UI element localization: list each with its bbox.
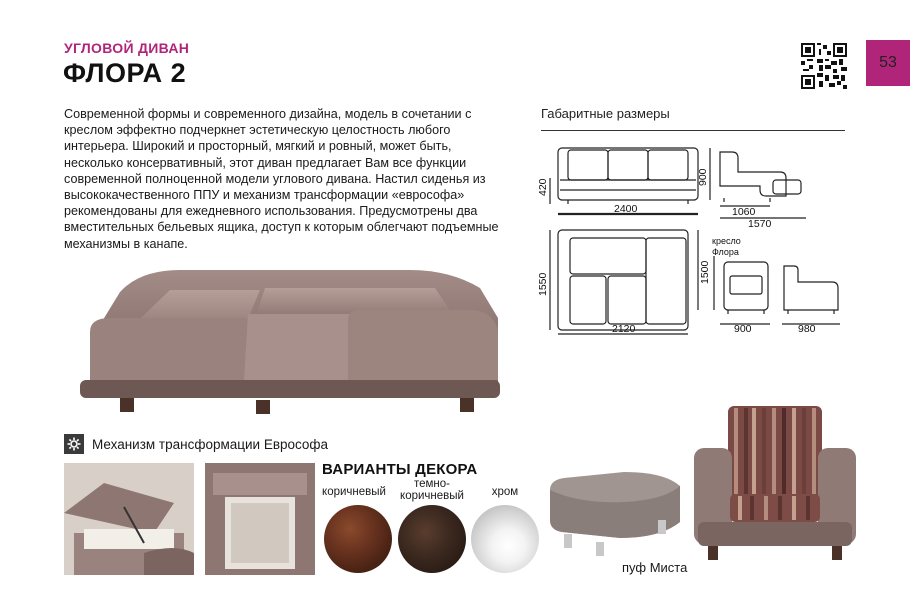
dim-armchair-width: 900 — [734, 323, 752, 335]
sofa-top-drawing — [558, 230, 688, 330]
storage-box-open-photo — [205, 463, 315, 575]
pouf-label: пуф Миста — [622, 560, 688, 575]
decor-label-brown: коричневый — [322, 486, 386, 498]
armchair-photo — [690, 402, 860, 572]
decor-swatch-chrome[interactable] — [471, 505, 539, 573]
sofa-side-drawing — [720, 152, 801, 202]
decor-swatch-brown[interactable] — [324, 505, 392, 573]
decor-label-dark-brown-line2: коричневый — [400, 490, 464, 502]
dim-front-width: 2400 — [614, 203, 638, 215]
decor-label-chrome: хром — [491, 486, 519, 498]
dim-armchair-depth: 980 — [798, 323, 816, 335]
dim-side-height: 900 — [697, 168, 709, 186]
armchair-side-drawing — [784, 266, 838, 314]
decor-label-dark-brown-line1: темно- — [413, 478, 451, 490]
dim-top-width: 2120 — [612, 323, 636, 335]
armchair-label-line2: Флора — [712, 247, 739, 257]
dim-top-depth: 1550 — [537, 272, 549, 296]
storage-box-photo — [64, 463, 194, 575]
product-category: УГЛОВОЙ ДИВАН — [64, 40, 190, 56]
dim-side-total: 1570 — [748, 218, 772, 230]
dim-top-length: 1500 — [699, 260, 711, 284]
dim-front-height: 420 — [537, 178, 549, 196]
gear-icon — [64, 434, 84, 454]
sofa-bed-photo — [80, 262, 510, 422]
dim-side-depth: 1060 — [732, 206, 756, 218]
mechanism-label: Механизм трансформации Еврософа — [92, 436, 329, 452]
dimensions-heading: Габаритные размеры — [541, 106, 670, 121]
mechanism-row — [64, 434, 328, 454]
decor-heading: ВАРИАНТЫ ДЕКОРА — [322, 461, 478, 478]
page-title: ФЛОРА 2 — [63, 58, 187, 88]
armchair-front-drawing — [724, 262, 768, 314]
pouf-photo — [540, 460, 690, 570]
page-number: 53 — [866, 40, 910, 86]
dimensions-diagram — [530, 134, 860, 344]
product-description: Современной формы и современного дизайна, модель в сочетании с креслом эффектно подчеркнет эстетическую целостность любого интерьера. Широкий и просторный, мягкий и ровный, может быть, несколько консервативный, этот диван предлагает Вам все функции современной полноценной модели углового дивана. Настил сиденья из высококачественного ППУ и механизм трансформации «еврософа» рекомендованы для ежедневного использования. Предусмотрены два вместительных бельевых ящика, доступ к которым облегчают подъемные механизмы в канапе. — [64, 107, 499, 251]
dimensions-divider — [541, 130, 845, 131]
qr-code-icon — [801, 43, 847, 89]
sofa-front-drawing — [558, 148, 698, 204]
decor-label-dark-brown — [392, 478, 472, 502]
armchair-label-line1: кресло — [712, 236, 741, 246]
decor-swatch-dark-brown[interactable] — [398, 505, 466, 573]
